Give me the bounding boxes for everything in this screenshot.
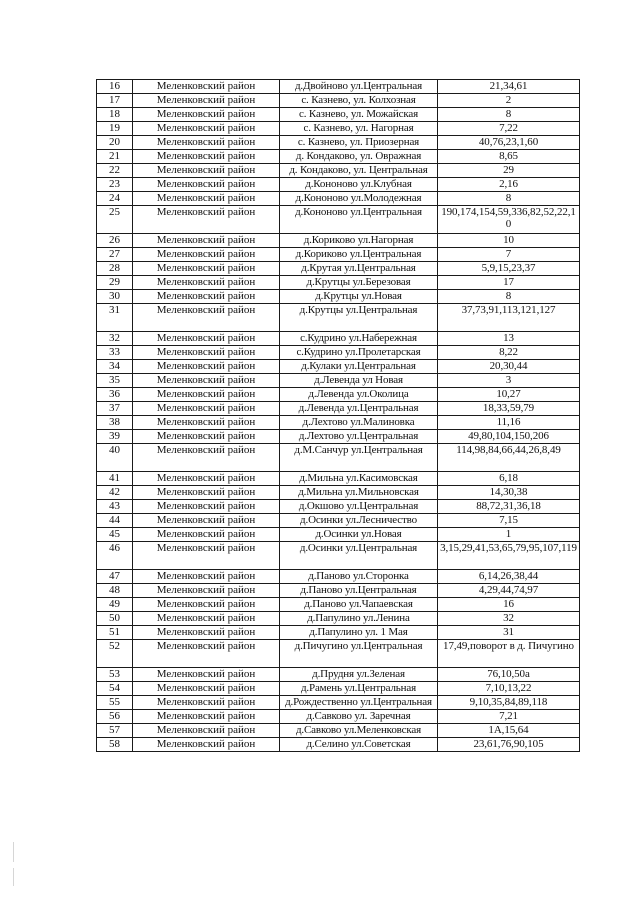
- row-number-cell: 52: [97, 640, 133, 668]
- district-cell: Меленковский район: [133, 234, 280, 248]
- house-numbers-cell: 76,10,50а: [438, 668, 580, 682]
- house-numbers-cell: 14,30,38: [438, 486, 580, 500]
- district-cell: Меленковский район: [133, 360, 280, 374]
- district-cell: Меленковский район: [133, 444, 280, 472]
- district-cell: Меленковский район: [133, 612, 280, 626]
- house-numbers-cell: 11,16: [438, 416, 580, 430]
- row-number-cell: 56: [97, 710, 133, 724]
- table-row: [97, 668, 580, 682]
- address-cell: д.Рамень ул.Центральная: [280, 682, 438, 696]
- address-cell: д.Мильна ул.Касимовская: [280, 472, 438, 486]
- row-number-cell: 47: [97, 570, 133, 584]
- house-numbers-cell: 31: [438, 626, 580, 640]
- scan-artifact-line: [13, 842, 14, 862]
- table-row: [97, 640, 580, 668]
- row-number-cell: 24: [97, 192, 133, 206]
- address-cell: д.Крутцы ул.Новая: [280, 290, 438, 304]
- district-cell: Меленковский район: [133, 682, 280, 696]
- district-cell: Меленковский район: [133, 430, 280, 444]
- table-row: [97, 514, 580, 528]
- address-cell: д.Осинки ул.Лесничество: [280, 514, 438, 528]
- table-row: [97, 150, 580, 164]
- house-numbers-cell: 18,33,59,79: [438, 402, 580, 416]
- row-number-cell: 17: [97, 94, 133, 108]
- row-number-cell: 39: [97, 430, 133, 444]
- district-cell: Меленковский район: [133, 206, 280, 234]
- address-cell: д.Рождественно ул.Центральная: [280, 696, 438, 710]
- table-row: [97, 738, 580, 752]
- row-number-cell: 37: [97, 402, 133, 416]
- table-row: [97, 430, 580, 444]
- house-numbers-cell: 2: [438, 94, 580, 108]
- row-number-cell: 22: [97, 164, 133, 178]
- district-cell: Меленковский район: [133, 262, 280, 276]
- row-number-cell: 23: [97, 178, 133, 192]
- house-numbers-cell: 8: [438, 108, 580, 122]
- address-cell: д.Савково ул. Заречная: [280, 710, 438, 724]
- address-cell: д.Двойново ул.Центральная: [280, 80, 438, 94]
- house-numbers-cell: 37,73,91,113,121,127: [438, 304, 580, 332]
- table-row: [97, 290, 580, 304]
- house-numbers-cell: 6,14,26,38,44: [438, 570, 580, 584]
- address-cell: д.М.Санчур ул.Центральная: [280, 444, 438, 472]
- house-numbers-cell: 88,72,31,36,18: [438, 500, 580, 514]
- house-numbers-cell: 7,22: [438, 122, 580, 136]
- district-cell: Меленковский район: [133, 640, 280, 668]
- house-numbers-cell: 1: [438, 528, 580, 542]
- row-number-cell: 16: [97, 80, 133, 94]
- district-cell: Меленковский район: [133, 486, 280, 500]
- row-number-cell: 32: [97, 332, 133, 346]
- table-row: [97, 612, 580, 626]
- row-number-cell: 53: [97, 668, 133, 682]
- row-number-cell: 41: [97, 472, 133, 486]
- house-numbers-cell: 7: [438, 248, 580, 262]
- table-row: [97, 80, 580, 94]
- house-numbers-cell: 8,65: [438, 150, 580, 164]
- district-cell: Меленковский район: [133, 738, 280, 752]
- house-numbers-cell: 7,21: [438, 710, 580, 724]
- district-cell: Меленковский район: [133, 626, 280, 640]
- table-row: [97, 206, 580, 234]
- district-cell: Меленковский район: [133, 136, 280, 150]
- address-cell: д.Прудня ул.Зеленая: [280, 668, 438, 682]
- address-cell: д.Кононово ул.Клубная: [280, 178, 438, 192]
- house-numbers-cell: 13: [438, 332, 580, 346]
- house-numbers-cell: 6,18: [438, 472, 580, 486]
- district-cell: Меленковский район: [133, 374, 280, 388]
- district-cell: Меленковский район: [133, 192, 280, 206]
- address-cell: д.Кононово ул.Центральная: [280, 206, 438, 234]
- address-cell: с. Казнево, ул. Нагорная: [280, 122, 438, 136]
- district-cell: Меленковский район: [133, 108, 280, 122]
- house-numbers-cell: 9,10,35,84,89,118: [438, 696, 580, 710]
- address-cell: д.Кононово ул.Молодежная: [280, 192, 438, 206]
- district-cell: Меленковский район: [133, 514, 280, 528]
- house-numbers-cell: 114,98,84,66,44,26,8,49: [438, 444, 580, 472]
- table-row: [97, 416, 580, 430]
- row-number-cell: 29: [97, 276, 133, 290]
- address-cell: д.Папулино ул. 1 Мая: [280, 626, 438, 640]
- district-cell: Меленковский район: [133, 332, 280, 346]
- table-row: [97, 234, 580, 248]
- address-table: [96, 79, 580, 752]
- row-number-cell: 36: [97, 388, 133, 402]
- address-cell: д.Левенда ул Новая: [280, 374, 438, 388]
- row-number-cell: 38: [97, 416, 133, 430]
- district-cell: Меленковский район: [133, 668, 280, 682]
- row-number-cell: 18: [97, 108, 133, 122]
- house-numbers-cell: 40,76,23,1,60: [438, 136, 580, 150]
- address-cell: д.Крутая ул.Центральная: [280, 262, 438, 276]
- district-cell: Меленковский район: [133, 500, 280, 514]
- address-cell: д.Лехтово ул.Малиновка: [280, 416, 438, 430]
- house-numbers-cell: 1А,15,64: [438, 724, 580, 738]
- table-row: [97, 164, 580, 178]
- row-number-cell: 48: [97, 584, 133, 598]
- table-row: [97, 528, 580, 542]
- address-cell: д.Паново ул.Чапаевская: [280, 598, 438, 612]
- address-cell: д.Окшово ул.Центральная: [280, 500, 438, 514]
- address-cell: д.Лехтово ул.Центральная: [280, 430, 438, 444]
- table-row: [97, 374, 580, 388]
- district-cell: Меленковский район: [133, 80, 280, 94]
- row-number-cell: 51: [97, 626, 133, 640]
- district-cell: Меленковский район: [133, 472, 280, 486]
- district-cell: Меленковский район: [133, 346, 280, 360]
- table-row: [97, 248, 580, 262]
- row-number-cell: 45: [97, 528, 133, 542]
- row-number-cell: 28: [97, 262, 133, 276]
- address-cell: с. Казнево, ул. Приозерная: [280, 136, 438, 150]
- row-number-cell: 25: [97, 206, 133, 234]
- house-numbers-cell: 5,9,15,23,37: [438, 262, 580, 276]
- row-number-cell: 42: [97, 486, 133, 500]
- address-cell: д.Левенда ул.Центральная: [280, 402, 438, 416]
- address-cell: д.Паново ул.Сторонка: [280, 570, 438, 584]
- house-numbers-cell: 2,16: [438, 178, 580, 192]
- row-number-cell: 50: [97, 612, 133, 626]
- house-numbers-cell: 49,80,104,150,206: [438, 430, 580, 444]
- table-row: [97, 542, 580, 570]
- row-number-cell: 49: [97, 598, 133, 612]
- house-numbers-cell: 21,34,61: [438, 80, 580, 94]
- table-row: [97, 388, 580, 402]
- address-cell: д.Селино ул.Советская: [280, 738, 438, 752]
- table-row: [97, 94, 580, 108]
- row-number-cell: 19: [97, 122, 133, 136]
- row-number-cell: 46: [97, 542, 133, 570]
- district-cell: Меленковский район: [133, 710, 280, 724]
- house-numbers-cell: 3,15,29,41,53,65,79,95,107,119: [438, 542, 580, 570]
- table-row: [97, 626, 580, 640]
- table-row: [97, 346, 580, 360]
- district-cell: Меленковский район: [133, 122, 280, 136]
- table-row: [97, 332, 580, 346]
- address-cell: д. Кондаково, ул. Центральная: [280, 164, 438, 178]
- row-number-cell: 58: [97, 738, 133, 752]
- house-numbers-cell: 10,27: [438, 388, 580, 402]
- house-numbers-cell: 16: [438, 598, 580, 612]
- table-row: [97, 276, 580, 290]
- table-row: [97, 444, 580, 472]
- address-table-body: [97, 80, 580, 752]
- house-numbers-cell: 20,30,44: [438, 360, 580, 374]
- row-number-cell: 20: [97, 136, 133, 150]
- row-number-cell: 27: [97, 248, 133, 262]
- house-numbers-cell: 8: [438, 192, 580, 206]
- district-cell: Меленковский район: [133, 150, 280, 164]
- district-cell: Меленковский район: [133, 248, 280, 262]
- house-numbers-cell: 190,174,154,59,336,82,52,22,10: [438, 206, 580, 234]
- table-row: [97, 178, 580, 192]
- table-row: [97, 136, 580, 150]
- row-number-cell: 43: [97, 500, 133, 514]
- district-cell: Меленковский район: [133, 402, 280, 416]
- row-number-cell: 44: [97, 514, 133, 528]
- table-row: [97, 500, 580, 514]
- address-cell: с.Кудрино ул.Набережная: [280, 332, 438, 346]
- scan-artifact-line: [13, 868, 14, 886]
- house-numbers-cell: 10: [438, 234, 580, 248]
- table-row: [97, 108, 580, 122]
- district-cell: Меленковский район: [133, 388, 280, 402]
- house-numbers-cell: 3: [438, 374, 580, 388]
- district-cell: Меленковский район: [133, 416, 280, 430]
- table-row: [97, 472, 580, 486]
- address-cell: д.Папулино ул.Ленина: [280, 612, 438, 626]
- table-row: [97, 486, 580, 500]
- district-cell: Меленковский район: [133, 276, 280, 290]
- row-number-cell: 57: [97, 724, 133, 738]
- row-number-cell: 54: [97, 682, 133, 696]
- district-cell: Меленковский район: [133, 542, 280, 570]
- address-cell: с. Казнево, ул. Колхозная: [280, 94, 438, 108]
- table-row: [97, 570, 580, 584]
- row-number-cell: 40: [97, 444, 133, 472]
- table-row: [97, 360, 580, 374]
- house-numbers-cell: 17: [438, 276, 580, 290]
- district-cell: Меленковский район: [133, 178, 280, 192]
- district-cell: Меленковский район: [133, 570, 280, 584]
- row-number-cell: 31: [97, 304, 133, 332]
- district-cell: Меленковский район: [133, 164, 280, 178]
- house-numbers-cell: 32: [438, 612, 580, 626]
- address-cell: д.Кулаки ул.Центральная: [280, 360, 438, 374]
- district-cell: Меленковский район: [133, 724, 280, 738]
- address-cell: д. Кондаково, ул. Овражная: [280, 150, 438, 164]
- row-number-cell: 26: [97, 234, 133, 248]
- address-cell: д.Кориково ул.Нагорная: [280, 234, 438, 248]
- table-row: [97, 304, 580, 332]
- house-numbers-cell: 7,15: [438, 514, 580, 528]
- row-number-cell: 35: [97, 374, 133, 388]
- address-cell: д.Осинки ул.Центральная: [280, 542, 438, 570]
- address-cell: с. Казнево, ул. Можайская: [280, 108, 438, 122]
- house-numbers-cell: 29: [438, 164, 580, 178]
- house-numbers-cell: 23,61,76,90,105: [438, 738, 580, 752]
- district-cell: Меленковский район: [133, 94, 280, 108]
- row-number-cell: 55: [97, 696, 133, 710]
- table-row: [97, 724, 580, 738]
- address-cell: д.Осинки ул.Новая: [280, 528, 438, 542]
- address-cell: д.Крутцы ул.Центральная: [280, 304, 438, 332]
- table-row: [97, 682, 580, 696]
- table-row: [97, 122, 580, 136]
- address-cell: с.Кудрино ул.Пролетарская: [280, 346, 438, 360]
- house-numbers-cell: 8,22: [438, 346, 580, 360]
- house-numbers-cell: 8: [438, 290, 580, 304]
- table-row: [97, 696, 580, 710]
- table-row: [97, 584, 580, 598]
- table-row: [97, 192, 580, 206]
- row-number-cell: 21: [97, 150, 133, 164]
- district-cell: Меленковский район: [133, 584, 280, 598]
- table-row: [97, 262, 580, 276]
- district-cell: Меленковский район: [133, 696, 280, 710]
- address-cell: д.Крутцы ул.Березовая: [280, 276, 438, 290]
- row-number-cell: 34: [97, 360, 133, 374]
- house-numbers-cell: 7,10,13,22: [438, 682, 580, 696]
- address-cell: д.Паново ул.Центральная: [280, 584, 438, 598]
- district-cell: Меленковский район: [133, 598, 280, 612]
- district-cell: Меленковский район: [133, 528, 280, 542]
- district-cell: Меленковский район: [133, 304, 280, 332]
- table-row: [97, 710, 580, 724]
- row-number-cell: 30: [97, 290, 133, 304]
- address-cell: д.Кориково ул.Центральная: [280, 248, 438, 262]
- house-numbers-cell: 17,49,поворот в д. Пичугино: [438, 640, 580, 668]
- house-numbers-cell: 4,29,44,74,97: [438, 584, 580, 598]
- row-number-cell: 33: [97, 346, 133, 360]
- table-row: [97, 402, 580, 416]
- address-cell: д.Савково ул.Меленковская: [280, 724, 438, 738]
- district-cell: Меленковский район: [133, 290, 280, 304]
- address-cell: д.Пичугино ул.Центральная: [280, 640, 438, 668]
- address-cell: д.Мильна ул.Мильновская: [280, 486, 438, 500]
- table-row: [97, 598, 580, 612]
- address-cell: д.Левенда ул.Околица: [280, 388, 438, 402]
